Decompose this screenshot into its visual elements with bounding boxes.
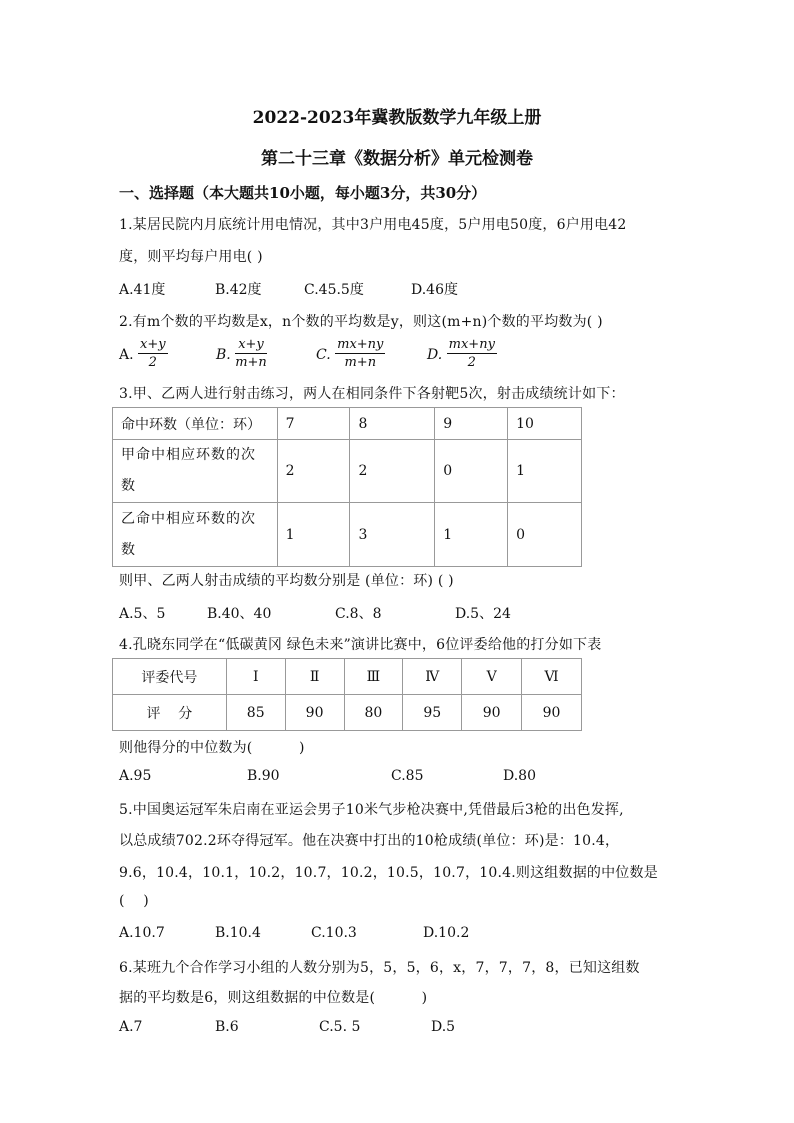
table-cell: 90 [462, 695, 522, 731]
q6-option-c: C.5. 5 [319, 1019, 361, 1035]
table-cell: 3 [350, 503, 435, 567]
q4-option-c: C.85 [391, 768, 424, 784]
document-title: 2022-2023年冀教版数学九年级上册 [252, 108, 542, 128]
q6-option-a: A.7 [119, 1019, 143, 1035]
question-3-text: 3.甲、乙两人进行射击练习，两人在相同条件下各射靶5次，射击成绩统计如下： [119, 386, 625, 402]
table-cell: 7 [277, 408, 350, 440]
table-cell: Ⅰ [226, 659, 285, 695]
question-5-text: 5.中国奥运冠军朱启南在亚运会男子10米气步枪决赛中,凭借最后3枪的出色发挥, [119, 802, 624, 818]
question-5-text-cont-1: 以总成绩702.2环夺得冠军。他在决赛中打出的10枪成绩(单位：环)是：10.4， [119, 833, 620, 849]
q4-option-d: D.80 [503, 768, 536, 784]
q5-option-d: D.10.2 [423, 925, 470, 941]
q5-option-a: A.10.7 [119, 925, 165, 941]
q2-option-d-denominator: 2 [467, 355, 476, 370]
question-3-text-cont: 则甲、乙两人射击成绩的平均数分别是 (单位：环) ( ) [119, 573, 454, 589]
table-cell: Ⅵ [522, 659, 582, 695]
question-5-text-cont-2: 9.6，10.4，10.1，10.2，10.7，10.2，10.5，10.7，10.4.则这组数据的中位数是 [119, 865, 658, 881]
question-2-text: 2.有m个数的平均数是x，n个数的平均数是y，则这(m+n)个数的平均数为( ) [119, 314, 603, 330]
table-cell: 1 [508, 440, 582, 503]
table-cell: 9 [435, 408, 508, 440]
q2-option-b-numerator: x+y [235, 337, 267, 354]
q2-option-b [216, 337, 267, 372]
document-subtitle: 第二十三章《数据分析》单元检测卷 [261, 149, 533, 169]
q4-option-b: B.90 [247, 768, 280, 784]
q4-judges-table [112, 658, 582, 731]
q1-option-d: D.46度 [411, 282, 458, 298]
table-cell: 乙命中相应环数的次数 [113, 503, 278, 567]
q6-option-d: D.5 [431, 1019, 456, 1035]
question-6-text: 6.某班九个合作学习小组的人数分别为5，5，5，6，x，7，7，7，8，已知这组数 [119, 960, 640, 976]
table-cell: Ⅲ [344, 659, 403, 695]
table-row [113, 440, 582, 503]
q3-option-d: D.5、24 [455, 606, 511, 622]
q2-option-c [316, 337, 385, 372]
table-cell: 10 [508, 408, 582, 440]
question-4-text: 4.孔晓东同学在“低碳黄冈 绿色未来”演讲比赛中，6位评委给他的打分如下表 [119, 637, 602, 653]
table-cell: 1 [277, 503, 350, 567]
table-cell: 0 [435, 440, 508, 503]
table-cell: Ⅳ [403, 659, 462, 695]
q2-option-d [427, 337, 497, 372]
table-cell: 95 [403, 695, 462, 731]
question-1-text: 1.某居民院内月底统计用电情况，其中3户用电45度，5户用电50度，6户用电42 [119, 217, 627, 233]
q1-option-a: A.41度 [119, 282, 166, 298]
question-5-text-cont-3: ( ) [119, 893, 149, 909]
q2-option-b-denominator: m+n [235, 355, 267, 370]
section-heading: 一、选择题（本大题共10小题，每小题3分，共30分） [119, 184, 487, 202]
table-cell: 85 [226, 695, 285, 731]
q2-option-c-denominator: m+n [344, 355, 377, 370]
q5-option-c: C.10.3 [311, 925, 357, 941]
table-cell: 甲命中相应环数的次数 [113, 440, 278, 503]
table-cell: 评 分 [113, 695, 227, 731]
table-row [113, 695, 582, 731]
q2-option-c-numerator: mx+ny [337, 337, 384, 352]
q5-option-b: B.10.4 [215, 925, 261, 941]
q2-option-a-label: A. [119, 346, 134, 363]
q1-option-c: C.45.5度 [304, 282, 364, 298]
table-cell: Ⅱ [285, 659, 344, 695]
table-row [113, 408, 582, 440]
q6-option-b: B.6 [215, 1019, 239, 1035]
table-cell: 评委代号 [113, 659, 227, 695]
table-cell: Ⅴ [462, 659, 522, 695]
q3-score-table [112, 407, 582, 567]
question-6-text-cont: 据的平均数是6，则这组数据的中位数是( ) [119, 990, 428, 1006]
q1-option-b: B.42度 [215, 282, 262, 298]
question-1-text-cont: 度，则平均每户用电( ) [119, 249, 263, 265]
q2-option-a [119, 337, 168, 372]
table-cell: 90 [522, 695, 582, 731]
table-row [113, 659, 582, 695]
table-cell: 1 [435, 503, 508, 567]
q2-option-d-numerator: mx+ny [448, 337, 495, 352]
table-cell: 0 [508, 503, 582, 567]
q2-option-a-numerator: x+y [140, 337, 166, 352]
question-4-text-cont: 则他得分的中位数为( ) [119, 740, 305, 756]
table-row [113, 503, 582, 567]
table-cell: 2 [277, 440, 350, 503]
table-cell: 80 [344, 695, 403, 731]
table-cell: 命中环数（单位：环） [113, 408, 278, 440]
q3-option-b: B.40、40 [207, 606, 272, 622]
table-cell: 2 [350, 440, 435, 503]
table-cell: 8 [350, 408, 435, 440]
q2-option-c-label: C. [316, 346, 331, 363]
q2-option-b-label: B. [216, 346, 231, 363]
q3-option-c: C.8、8 [335, 606, 382, 622]
q3-option-a: A.5、5 [119, 606, 166, 622]
q4-option-a: A.95 [119, 768, 152, 784]
q2-option-d-label: D. [427, 346, 443, 363]
q2-option-a-denominator: 2 [148, 355, 157, 370]
table-cell: 90 [285, 695, 344, 731]
